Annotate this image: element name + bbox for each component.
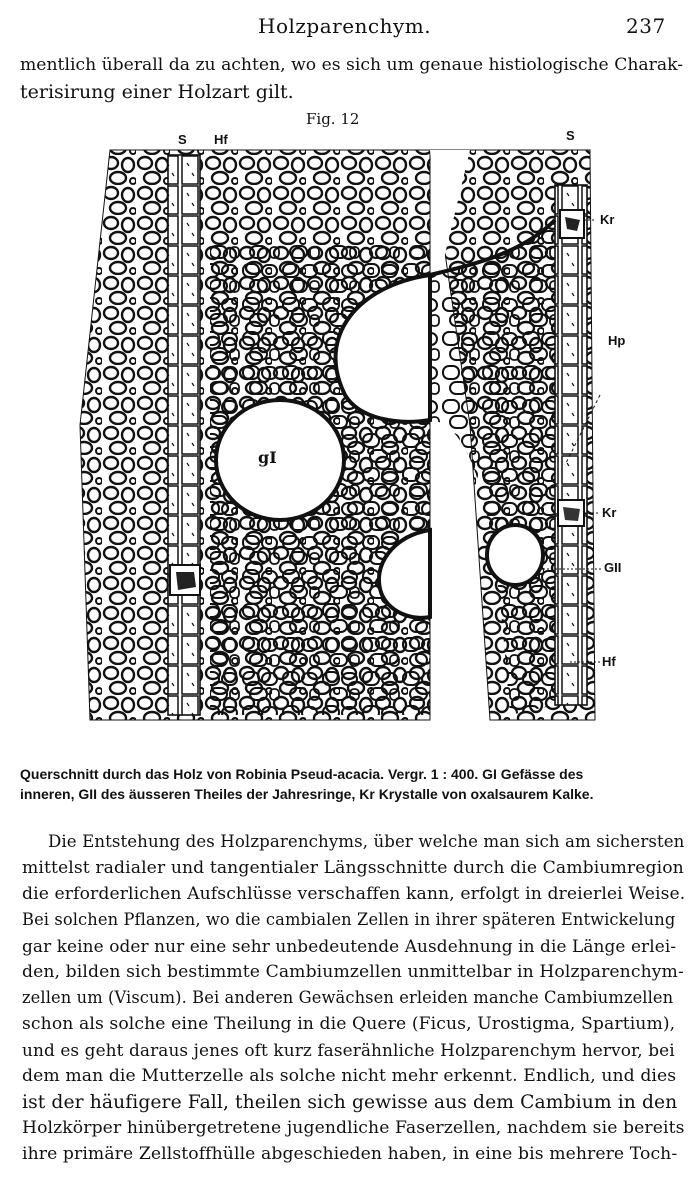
right-section	[430, 150, 602, 720]
label-g2: GII	[604, 560, 622, 575]
left-section	[80, 150, 430, 720]
figure-illustration	[0, 125, 695, 750]
body-line-9: und es geht daraus jenes oft kurz faserähnliche Holzparenchym hervor, bei	[22, 1040, 675, 1060]
label-kr-mid: Kr	[602, 505, 617, 520]
label-kr-top: Kr	[600, 212, 615, 227]
body-line-8: schon als solche eine Theilung in die Quere (Ficus, Urostigma, Spartium),	[22, 1014, 676, 1034]
label-s-right: S	[566, 128, 575, 143]
running-title: Holzparenchym.	[258, 14, 432, 38]
body-line-5: gar keine oder nur eine sehr unbedeutende Ausdehnung in die Länge erlei-	[22, 936, 677, 956]
body-line-2: mittelst radialer und tangentialer Längsschnitte durch die Cambiumregion	[22, 858, 684, 878]
label-s-left: S	[178, 132, 187, 147]
figure-number: Fig. 12	[306, 110, 360, 128]
caption-line-1: Querschnitt durch das Holz von Robinia Pseud-acacia. Vergr. 1 : 400. GI Gefässe des	[20, 766, 584, 782]
body-line-10: dem man die Mutterzelle als solche nicht mehr erkennt. Endlich, und dies	[22, 1066, 677, 1086]
body-line-6: den, bilden sich bestimmte Cambiumzellen unmittelbar in Holzparenchym-	[22, 962, 684, 982]
caption-line-2: inneren, GII des äusseren Theiles der Jahresringe, Kr Krystalle von oxalsaurem Kalke.	[20, 786, 594, 802]
intro-line-2: terisirung einer Holzart gilt.	[20, 81, 294, 103]
body-line-1: Die Entstehung des Holzparenchyms, über welche man sich am sichersten	[48, 832, 685, 851]
body-line-13: ihre primäre Zellstoffhülle abgeschieden haben, in eine bis mehrere Toch-	[22, 1144, 678, 1164]
page-number: 237	[626, 14, 666, 38]
body-line-7: zellen um (Viscum). Bei anderen Gewächsen erleiden manche Cambiumzellen	[22, 988, 674, 1007]
label-hf-bottom: Hf	[602, 654, 616, 669]
label-g1: gI	[258, 448, 277, 467]
body-line-11: ist der häufigere Fall, theilen sich gewisse aus dem Cambium in den	[22, 1092, 678, 1113]
body-line-4: Bei solchen Pflanzen, wo die cambialen Zellen in ihrer späteren Entwickelung	[22, 910, 676, 929]
label-hf-top: Hf	[214, 132, 228, 147]
body-line-12: Holzkörper hinübergetretene jugendliche Faserzellen, nachdem sie bereits	[22, 1118, 685, 1138]
label-hp: Hp	[608, 333, 626, 348]
body-line-3: die erforderlichen Aufschlüsse verschaffen kann, erfolgt in dreierlei Weise.	[22, 884, 686, 904]
intro-line-1: mentlich überall da zu achten, wo es sich um genaue histiologische Charak-	[20, 55, 684, 75]
